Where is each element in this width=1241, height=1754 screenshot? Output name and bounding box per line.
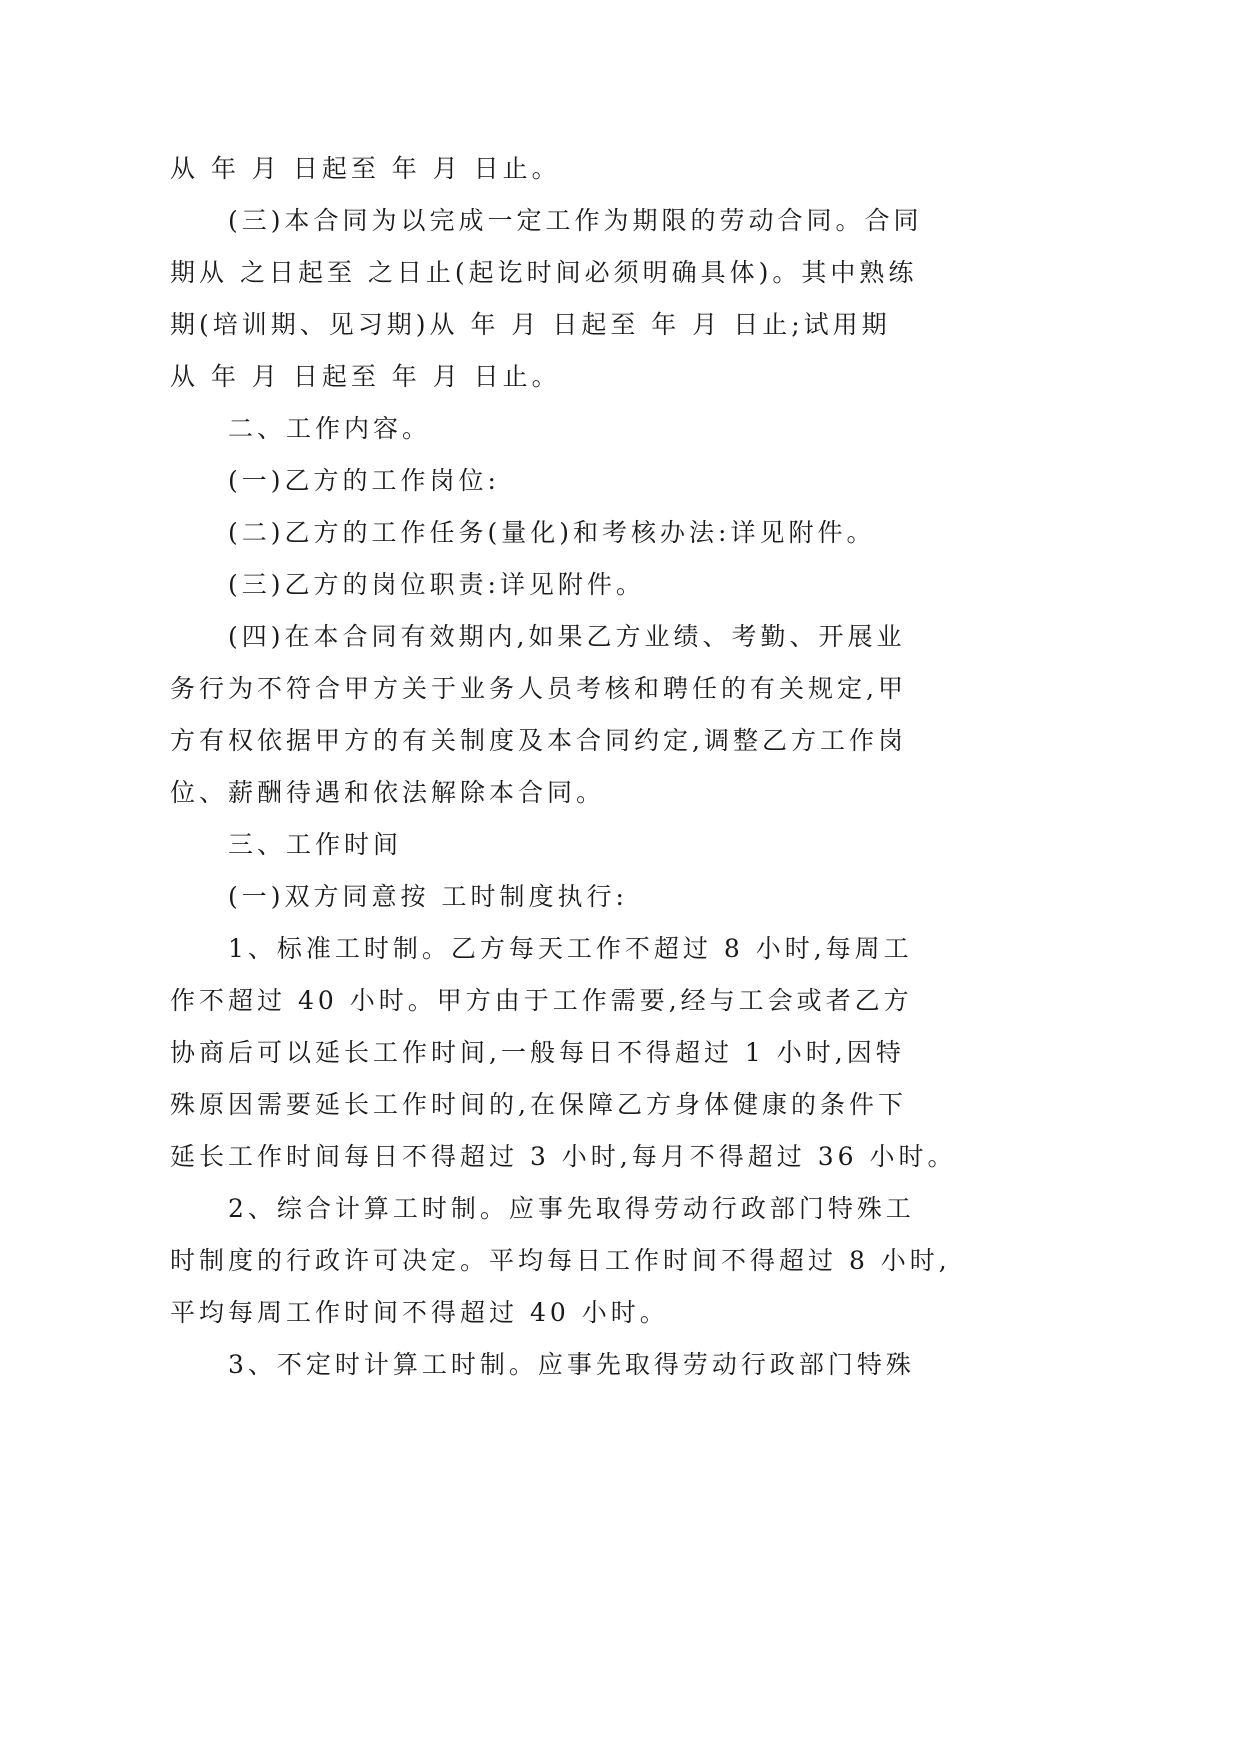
- text-line-23: 平均每周工作时间不得超过 40 小时。: [170, 1298, 669, 1327]
- section-heading-work-time: 三、工作时间: [228, 830, 403, 859]
- text-line-7: (一)乙方的工作岗位:: [228, 466, 500, 495]
- text-line-4: 期(培训期、见习期)从 年 月 日起至 年 月 日止;试用期: [170, 310, 891, 339]
- document-body: [170, 143, 957, 1391]
- text-line-21: 2、综合计算工时制。应事先取得劳动行政部门特殊工: [228, 1194, 915, 1223]
- text-line-9: (三)乙方的岗位职责:详见附件。: [228, 570, 645, 599]
- text-line-3: 期从 之日起至 之日止(起讫时间必须明确具体)。其中熟练: [170, 258, 918, 287]
- text-line-12: 方有权依据甲方的有关制度及本合同约定,调整乙方工作岗: [170, 726, 907, 755]
- text-line-16: 1、标准工时制。乙方每天工作不超过 8 小时,每周工: [228, 934, 913, 963]
- text-line-11: 务行为不符合甲方关于业务人员考核和聘任的有关规定,甲: [170, 674, 907, 703]
- text-line-20: 延长工作时间每日不得超过 3 小时,每月不得超过 36 小时。: [170, 1142, 957, 1171]
- text-line-13: 位、薪酬待遇和依法解除本合同。: [170, 778, 606, 807]
- text-line-2: (三)本合同为以完成一定工作为期限的劳动合同。合同: [228, 206, 923, 235]
- text-line-22: 时制度的行政许可决定。平均每日工作时间不得超过 8 小时,: [170, 1246, 951, 1275]
- text-line-24: 3、不定时计算工时制。应事先取得劳动行政部门特殊: [228, 1350, 915, 1379]
- text-line-8: (二)乙方的工作任务(量化)和考核办法:详见附件。: [228, 518, 876, 547]
- text-line-18: 协商后可以延长工作时间,一般每日不得超过 1 小时,因特: [170, 1038, 905, 1067]
- text-line-5: 从 年 月 日起至 年 月 日止。: [170, 362, 561, 391]
- text-line-10: (四)在本合同有效期内,如果乙方业绩、考勤、开展业: [228, 622, 906, 651]
- text-line-15: (一)双方同意按 工时制度执行:: [228, 882, 628, 911]
- text-line-1: 从 年 月 日起至 年 月 日止。: [170, 154, 561, 183]
- text-line-17: 作不超过 40 小时。甲方由于工作需要,经与工会或者乙方: [170, 986, 913, 1015]
- text-line-19: 殊原因需要延长工作时间的,在保障乙方身体健康的条件下: [170, 1090, 907, 1119]
- section-heading-work-content: 二、工作内容。: [228, 414, 432, 443]
